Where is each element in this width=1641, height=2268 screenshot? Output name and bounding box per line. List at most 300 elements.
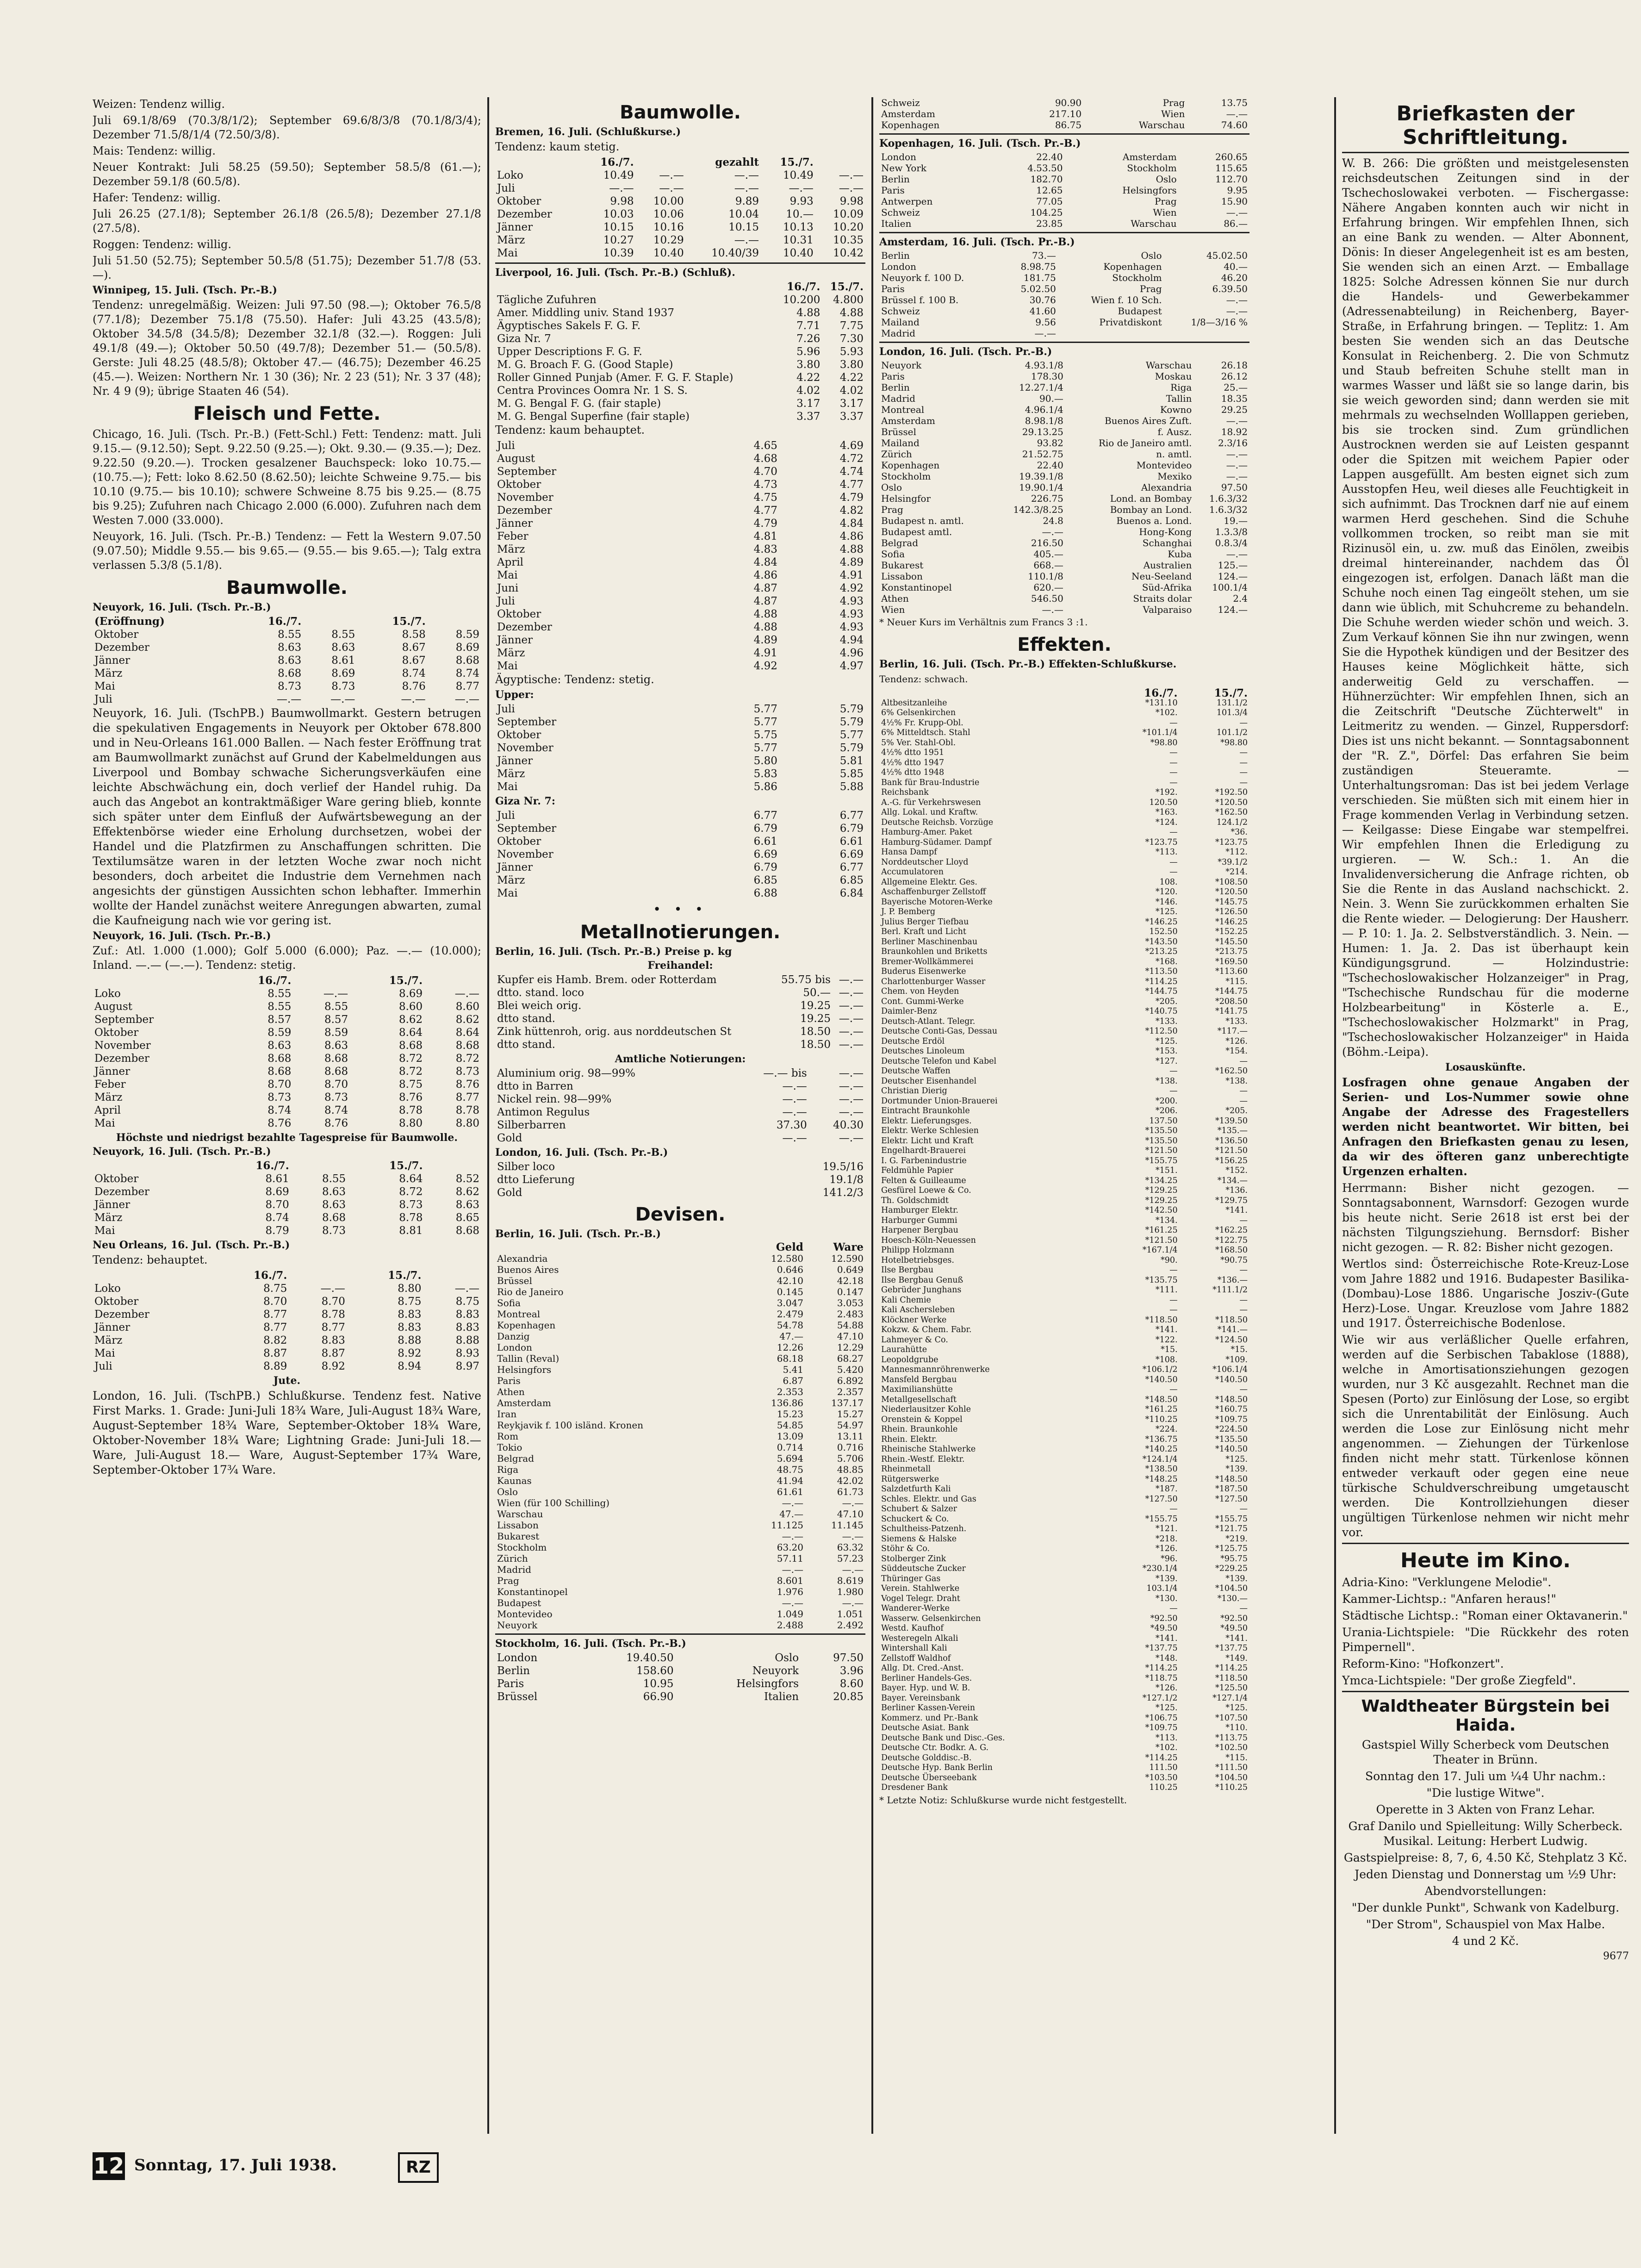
table-row [495, 1275, 865, 1286]
table-row [879, 1116, 1249, 1127]
table-row [879, 97, 1249, 108]
table-cell: 8.78 [455, 1104, 479, 1116]
table-cell: 8.60 [455, 1001, 479, 1013]
table-cell: —.— [782, 1564, 804, 1575]
table-cell: Orenstein & Koppel [881, 1414, 963, 1424]
effekten-heading: Berlin, 16. Juli. (Tsch. Pr.-B.) Effekten-Schlußkurse. [879, 658, 1177, 670]
table-row [879, 1514, 1249, 1525]
table-row [879, 1285, 1249, 1296]
column-header: Ware [833, 1241, 864, 1253]
table-cell: 8.69 [398, 988, 423, 1000]
table-header-row [93, 615, 481, 628]
table-cell: Paris [881, 283, 905, 294]
table-cell: Danzig [497, 1331, 530, 1342]
table-cell: Dezember [94, 1308, 149, 1321]
table-row [495, 195, 865, 208]
text-line: Jeden Dienstag und Donnerstag um ½9 Uhr: [1355, 1868, 1616, 1881]
table-row [879, 1027, 1249, 1037]
text-line: Städtische Lichtsp.: "Roman einer Oktavanerin." [1342, 1609, 1628, 1622]
table-cell: — [1169, 1504, 1178, 1514]
table-cell: 8.74 [267, 1104, 292, 1116]
table-row [879, 1495, 1249, 1505]
table-cell: *133. [1155, 1016, 1178, 1026]
table-cell: *39.1/2 [1218, 857, 1248, 867]
table-cell: Rio de Janeiro amtl. [1098, 437, 1192, 449]
table-cell: Tallin [1166, 393, 1192, 404]
table-cell: Schweiz [881, 207, 920, 218]
column-4 [1342, 97, 1629, 1962]
table-row [495, 887, 865, 900]
table-cell: — [1169, 1305, 1178, 1315]
table-cell: — [1239, 748, 1248, 757]
table-cell: 19.1/8 [829, 1174, 864, 1186]
table-header-row [93, 1159, 481, 1172]
table-cell: *146. [1155, 897, 1178, 907]
table-cell: Elektr. Lieferungsges. [881, 1116, 972, 1126]
table-row [495, 1531, 865, 1542]
bremen-heading: Bremen, 16. Juli. (Schlußkurse.) [495, 126, 681, 138]
table-cell: f. Ausz. [1157, 426, 1192, 437]
table-row [879, 1783, 1249, 1793]
table-cell: 5.02.50 [1020, 283, 1056, 294]
table-row [879, 1345, 1249, 1355]
table-cell: 8.62 [455, 1014, 479, 1026]
table-cell: dtto Lieferung [497, 1174, 575, 1186]
table-cell: Rheinische Stahlwerke [881, 1445, 976, 1454]
table-cell: Hansa Dampf [881, 847, 937, 857]
table-row [879, 1276, 1249, 1286]
table-cell: Neuyork f. 100 D. [881, 272, 964, 283]
table-cell: *141.— [1217, 1325, 1248, 1334]
table-cell: *135.75 [1145, 1275, 1178, 1285]
effekten-note: * Letzte Notiz: Schlußkurse wurde nicht festgestellt. [879, 1794, 1127, 1806]
column-header [423, 1269, 482, 1282]
table-cell: Lissabon [497, 1520, 539, 1531]
table-cell: Rütgerswerke [881, 1474, 939, 1484]
table-cell: 0.646 [777, 1264, 804, 1275]
table-cell: 9.98 [610, 195, 634, 207]
divider [1342, 152, 1629, 153]
table-cell: 7.71 [796, 320, 820, 332]
table-cell: Warschau [1145, 360, 1192, 371]
high-low-heading: Neuyork, 16. Juli. (Tsch. Pr.-B.) [93, 1146, 271, 1158]
table-cell: —.— [782, 1080, 807, 1092]
column-3 [879, 97, 1249, 1809]
table-cell: 4.73 [753, 479, 777, 491]
table-row [495, 1508, 865, 1520]
table-row [879, 261, 1249, 272]
liverpool-tendency: Tendenz: kaum behauptet. [495, 424, 645, 436]
jute-title: Jute. [273, 1375, 301, 1387]
table-cell: 8.55 [322, 1173, 346, 1185]
table-cell: 546.50 [1031, 593, 1063, 604]
table-row [495, 703, 865, 716]
table-row [495, 208, 865, 221]
table-cell: Juli [497, 810, 515, 822]
table-cell: 10.03 [603, 208, 634, 220]
table-cell: 10.00 [653, 195, 684, 207]
table-cell: Jänner [497, 755, 533, 767]
table-cell: Deutsche Erdöl [881, 1036, 945, 1046]
table-cell: *138.50 [1145, 1464, 1178, 1474]
table-cell: 8.76 [455, 1078, 479, 1090]
table-cell: Athen [881, 593, 909, 604]
table-cell: London [497, 1652, 538, 1664]
table-cell: 5.83 [753, 768, 777, 780]
table-cell: 4.87 [753, 582, 777, 594]
table-cell: —.— [839, 1080, 864, 1092]
table-cell: —.— [609, 182, 634, 194]
table-cell: März [94, 1334, 123, 1346]
table-cell: 4.86 [753, 569, 777, 581]
table-row [879, 1544, 1249, 1554]
table-cell: 8.83 [398, 1308, 422, 1321]
table-cell: 8.55 [331, 629, 355, 641]
table-cell: Eintracht Braunkohle [881, 1106, 970, 1115]
table-row [495, 754, 865, 767]
table-cell: 4.72 [839, 453, 864, 465]
table-cell: 124.— [1218, 571, 1248, 582]
letterbox-title: Briefkasten der Schriftleitung. [1396, 102, 1575, 149]
column-header: 15./7. [1214, 687, 1248, 699]
column-header: 15./7. [389, 974, 423, 987]
table-cell: 8.73 [331, 680, 355, 692]
table-cell: *134.— [1217, 1176, 1248, 1185]
kopenhagen-heading: Kopenhagen, 16. Juli. (Tsch. Pr.-B.) [879, 137, 1081, 150]
table-cell: 260.65 [1215, 151, 1248, 162]
table-cell: 7.75 [839, 320, 864, 332]
table-cell: 26.18 [1221, 360, 1248, 371]
table-cell: Buenos Aires Zuft. [1104, 415, 1192, 426]
table-row [879, 250, 1249, 261]
table-cell: 5.706 [837, 1453, 864, 1464]
table-cell: 8.80 [398, 1283, 422, 1295]
table-cell: 47.10 [837, 1331, 864, 1342]
table-cell: *125.50 [1215, 1683, 1248, 1693]
table-row [93, 1091, 481, 1104]
table-cell: Reichsbank [881, 788, 929, 797]
table-cell: *205. [1155, 997, 1178, 1006]
table-cell: Rheinmetall [881, 1464, 931, 1474]
table-cell: Prag [1162, 97, 1185, 108]
table-row [879, 449, 1249, 460]
table-cell: —.— [839, 1106, 864, 1118]
table-cell: —.— [782, 1497, 804, 1508]
column-header [424, 974, 481, 987]
table-cell: *92.50 [1150, 1614, 1178, 1623]
table-cell: 10.06 [653, 208, 684, 220]
table-cell: —.— bis [763, 1067, 807, 1079]
table-cell: 8.83 [455, 1308, 479, 1321]
table-cell: *122. [1155, 1335, 1178, 1345]
table-cell: 4.83 [753, 543, 777, 555]
table-row [495, 848, 865, 861]
table-cell: Berliner Kassen-Verein [881, 1703, 976, 1713]
table-cell: — [1239, 718, 1248, 728]
table-cell: Th. Goldschmidt [881, 1196, 949, 1205]
table-cell: Vogel Telegr. Draht [881, 1594, 960, 1603]
table-cell: Oktober [497, 479, 541, 491]
table-cell: *114.25 [1145, 977, 1178, 986]
table-cell: *115. [1225, 977, 1248, 986]
table-cell: Deutsche Asiat. Bank [881, 1723, 969, 1732]
table-cell: *206. [1155, 1106, 1178, 1115]
table-cell: Loko [94, 988, 121, 1000]
table-cell: 19.— [1224, 515, 1248, 526]
table-row [879, 897, 1249, 908]
table-cell: Lond. an Bombay [1110, 493, 1192, 504]
table-cell: *108.50 [1215, 877, 1248, 887]
table-cell: 40.30 [833, 1119, 864, 1131]
column-header [291, 1159, 348, 1172]
table-cell: 66.90 [643, 1691, 674, 1703]
text-line: Operette in 3 Akten von Franz Lehar. [1376, 1803, 1595, 1816]
table-cell: Mailand [881, 317, 920, 328]
berlin-metal-heading: Berlin, 16. Juli. (Tsch. Pr.-B.) Preise p. kg [495, 946, 732, 958]
table-row [495, 1553, 865, 1564]
table-cell: Julius Berger Tiefbau [881, 917, 969, 927]
table-cell: *117.— [1217, 1027, 1248, 1036]
kopenhagen-table [879, 151, 1249, 229]
table-cell: 8.94 [398, 1360, 422, 1372]
table-row [879, 604, 1249, 615]
table-cell: — [1239, 1305, 1248, 1315]
table-cell: *224. [1155, 1425, 1178, 1434]
column-header [495, 1242, 745, 1253]
table-row [495, 1486, 865, 1497]
table-cell: *107.50 [1215, 1713, 1248, 1723]
table-cell: 6.79 [839, 822, 864, 835]
table-cell: 115.65 [1215, 162, 1248, 174]
table-cell: Lissabon [881, 571, 923, 582]
table-cell: 8.59 [324, 1027, 348, 1039]
table-cell: Norddeutscher Lloyd [881, 857, 969, 867]
table-cell: Oktober [497, 729, 541, 741]
table-cell: *137.75 [1215, 1644, 1248, 1653]
table-row [495, 319, 865, 332]
table-cell: dtto stand. [497, 1013, 555, 1025]
table-row [93, 1224, 481, 1237]
column-header [815, 156, 865, 169]
table-cell: 142.3/8.25 [1013, 504, 1063, 515]
table-cell: Budapest [497, 1597, 541, 1608]
table-cell: Amsterdam [1122, 151, 1177, 162]
table-cell: — [1169, 1295, 1178, 1305]
ny-cotton-table [93, 615, 481, 706]
table-cell: Dezember [94, 1053, 149, 1065]
table-cell: — [1169, 1265, 1178, 1275]
table-cell: dtto. stand. loco [497, 987, 584, 999]
text-line: 4 und 2 Kč. [1452, 1934, 1519, 1948]
table-cell: —.— [454, 693, 479, 705]
table-cell: 1.051 [837, 1608, 864, 1620]
table-cell: 2.353 [777, 1386, 804, 1397]
text-line: "Die lustige Witwe". [1426, 1786, 1545, 1800]
text-line: Abendvorstellungen: [1424, 1884, 1547, 1898]
table-cell: Engelhardt-Brauerei [881, 1146, 966, 1155]
table-cell: Gebrüder Junghans [881, 1285, 962, 1295]
table-cell: 8.58 [402, 629, 426, 641]
table-cell: Hoesch-Köln-Neuessen [881, 1235, 976, 1245]
table-header-row [495, 156, 865, 169]
table-cell: Tokio [497, 1442, 522, 1453]
table-cell: *148. [1155, 1653, 1178, 1663]
table-row [879, 1296, 1249, 1306]
column-rule [1334, 97, 1336, 2134]
table-cell: 3.80 [796, 359, 820, 371]
column-header: 15./7. [388, 1269, 422, 1282]
table-cell: —.— [1226, 207, 1248, 218]
table-row [93, 1308, 481, 1321]
separator-dots: • • • [653, 902, 708, 917]
table-cell: Harpener Bergbau [881, 1226, 958, 1235]
table-cell: Lahmeyer & Co. [881, 1335, 948, 1345]
table-cell: 73.— [1032, 250, 1056, 261]
table-cell: 68.27 [837, 1353, 864, 1364]
table-cell: 4.53.50 [1027, 162, 1063, 174]
table-cell: 8.68 [324, 1065, 348, 1078]
table-cell: Wien [1161, 108, 1185, 119]
table-cell: 120.50 [1149, 798, 1178, 807]
table-cell: *15. [1160, 1345, 1178, 1354]
table-cell: Mai [497, 781, 518, 793]
london-fx-note: * Neuer Kurs im Verhältnis zum Francs 3 :1. [879, 617, 1088, 628]
table-cell: *139. [1155, 1574, 1178, 1583]
table-cell: 8.64 [398, 1027, 423, 1039]
table-row [879, 997, 1249, 1007]
table-row [879, 718, 1249, 729]
table-cell: *162.25 [1215, 1226, 1248, 1235]
divider [879, 133, 1249, 135]
table-row [879, 1683, 1249, 1694]
table-cell: *121.75 [1215, 1524, 1248, 1533]
table-cell: 668.— [1033, 560, 1063, 571]
table-cell: *205. [1225, 1106, 1248, 1115]
table-cell: 6% Gelsenkirchen [881, 708, 956, 717]
table-row [879, 1007, 1249, 1017]
table-cell: 19.25 [800, 1013, 831, 1025]
table-cell: Buenos Aires [497, 1264, 559, 1275]
table-cell: 131.1/2 [1216, 698, 1248, 708]
table-cell: Amsterdam [881, 108, 935, 119]
table-row [879, 1455, 1249, 1465]
table-cell: Kaunas [497, 1475, 532, 1486]
table-cell: *162.50 [1215, 1066, 1248, 1076]
table-cell: 8.68 [455, 654, 479, 667]
table-cell: Hotelbetriebsges. [881, 1255, 954, 1265]
table-cell: *114.25 [1215, 1664, 1248, 1673]
table-cell: *144.75 [1215, 987, 1248, 996]
table-cell: 100.1/4 [1212, 582, 1248, 593]
table-cell: Paris [881, 185, 905, 196]
table-row [879, 1694, 1249, 1704]
table-row [879, 526, 1249, 537]
table-row [879, 305, 1249, 317]
table-cell: Thüringer Gas [881, 1574, 941, 1583]
table-cell: *125.75 [1215, 1544, 1248, 1553]
table-row [879, 728, 1249, 738]
table-cell: 5.77 [839, 729, 864, 741]
table-cell: 8.68 [278, 667, 302, 679]
table-cell: —.— [1226, 305, 1248, 317]
table-cell: *113. [1155, 847, 1178, 857]
table-cell: 11.145 [831, 1520, 864, 1531]
table-cell: *102.50 [1215, 1743, 1248, 1752]
table-cell: 5.80 [753, 755, 777, 767]
table-cell: Kuba [1168, 548, 1192, 560]
table-cell: 8.62 [398, 1014, 423, 1026]
table-cell: 101.3/4 [1216, 708, 1248, 717]
table-cell: *118.75 [1145, 1673, 1178, 1683]
table-cell: *95.75 [1220, 1554, 1248, 1564]
table-cell: 4.96 [839, 647, 864, 659]
table-cell: *139.50 [1215, 1116, 1248, 1126]
table-cell: Wintershall Kali [881, 1644, 947, 1653]
table-cell: —.— [782, 1531, 804, 1542]
table-cell: *146.25 [1215, 917, 1248, 927]
table-row [879, 162, 1249, 174]
text-line: Mais: Tendenz: willig. [93, 144, 216, 157]
table-row [879, 272, 1249, 283]
table-cell: 8.74 [402, 667, 426, 679]
table-row [879, 460, 1249, 471]
table-row [495, 182, 865, 195]
table-row [495, 1408, 865, 1420]
table-cell: Silber loco [497, 1161, 555, 1173]
table-cell: 5.79 [839, 716, 864, 728]
london-fx-heading: London, 16. Juli. (Tsch. Pr.-B.) [879, 346, 1052, 358]
table-row [879, 758, 1249, 768]
egypt-tendency: Ägyptische: Tendenz: stetig. [495, 673, 654, 686]
table-row [495, 729, 865, 741]
newspaper-logo: RZ [398, 2152, 439, 2183]
table-cell: 4.89 [839, 556, 864, 568]
table-cell: Kopenhagen [497, 1320, 556, 1331]
table-cell: *213.75 [1215, 947, 1248, 956]
table-cell: 41.60 [1029, 305, 1056, 317]
column-rule [871, 97, 873, 2134]
table-cell: Harburger Gummi [881, 1215, 957, 1225]
table-cell: 2.479 [777, 1308, 804, 1320]
table-row [879, 788, 1249, 798]
table-cell: Amsterdam [881, 415, 935, 426]
metal-table [495, 973, 865, 1051]
table-cell: *136. [1225, 1186, 1248, 1195]
table-cell: *120. [1155, 887, 1178, 897]
table-cell: *214. [1225, 867, 1248, 877]
table-cell: —.— [734, 169, 759, 181]
table-cell: November [497, 742, 553, 754]
table-cell: Schanghai [1142, 537, 1192, 548]
table-cell: 0.147 [837, 1286, 864, 1297]
table-cell: 4.93.1/8 [1025, 360, 1063, 371]
table-cell: *146.25 [1145, 917, 1178, 927]
text-line: Gastspielpreise: 8, 7, 6, 4.50 Kč, Stehplatz 3 Kč. [1343, 1851, 1628, 1864]
column-header [636, 156, 686, 169]
table-cell: *139. [1225, 1574, 1248, 1583]
waldtheater-title: Waldtheater Bürgstein bei Haida. [1361, 1697, 1610, 1735]
table-cell: 8.63 [278, 642, 302, 654]
table-row [495, 530, 865, 543]
table-cell: Prag [1154, 196, 1177, 207]
table-cell: 124.1/2 [1216, 817, 1248, 827]
table-row [879, 1305, 1249, 1315]
table-row [879, 1206, 1249, 1216]
table-cell: 61.61 [777, 1486, 804, 1497]
table-cell: 74.60 [1221, 119, 1248, 131]
table-cell: 8.62 [455, 1186, 479, 1198]
table-row [495, 1353, 865, 1364]
